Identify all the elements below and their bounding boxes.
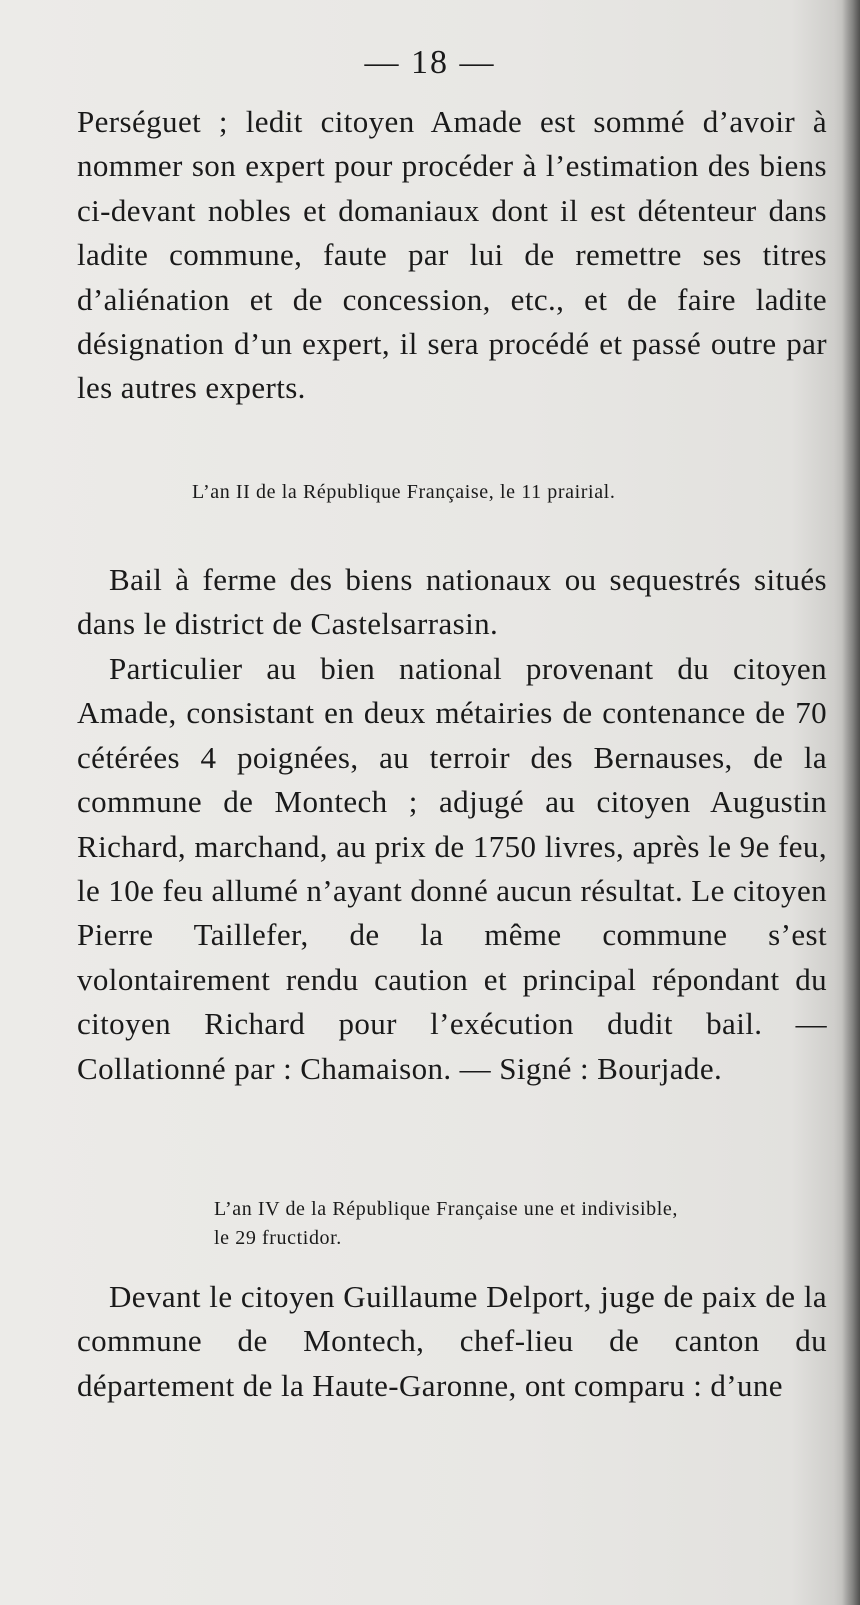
page-edge-shadow bbox=[842, 0, 860, 1605]
dateline-an-iv-line-2: le 29 fructidor. bbox=[214, 1227, 342, 1249]
paragraph-adjudication: Particulier au bien national provenant du citoyen Amade, consistant en deux métairies de contenance de 70 cétérées 4 poignées, au terroir des Bernauses, de la commune de Montech ; adjugé au citoyen Augustin Richard, marchand, au prix de 1750 livres, après le 9e feu, le 10e feu allumé n’ayant donné aucun résultat. Le citoyen Pierre Taillefer, de la même commune s’est volontairement rendu caution et principal répondant du citoyen Richard pour l’exécution dudit bail. — Collationné par : Chamaison. — Signé : Bourjade. bbox=[77, 651, 827, 1086]
paragraph-delport: Devant le citoyen Guillaume Delport, juge de paix de la commune de Montech, chef-lieu de canton du département de la Haute-Garonne, ont comparu : d’une bbox=[77, 1279, 827, 1403]
dateline-an-ii: L’an II de la République Française, le 11 prairial. bbox=[192, 481, 616, 503]
paragraph-continuation: Perséguet ; ledit citoyen Amade est sommé d’avoir à nommer son expert pour procéder à l’estimation des biens ci-devant nobles et domaniaux dont il est détenteur dans ladite commune, faute par lui de remettre ses titres d’aliénation et de concession, etc., et de faire ladite désignation d’un expert, il sera procédé et passé outre par les autres experts. bbox=[77, 104, 827, 406]
dateline-an-iv-line-1: L’an IV de la République Française une et indivisible, bbox=[214, 1198, 678, 1220]
dateline-an-iv bbox=[214, 1195, 678, 1253]
paragraph-bail-heading: Bail à ferme des biens nationaux ou sequestrés situés dans le district de Castelsarrasin. bbox=[77, 562, 827, 642]
page-number: — 18 — bbox=[364, 44, 496, 81]
